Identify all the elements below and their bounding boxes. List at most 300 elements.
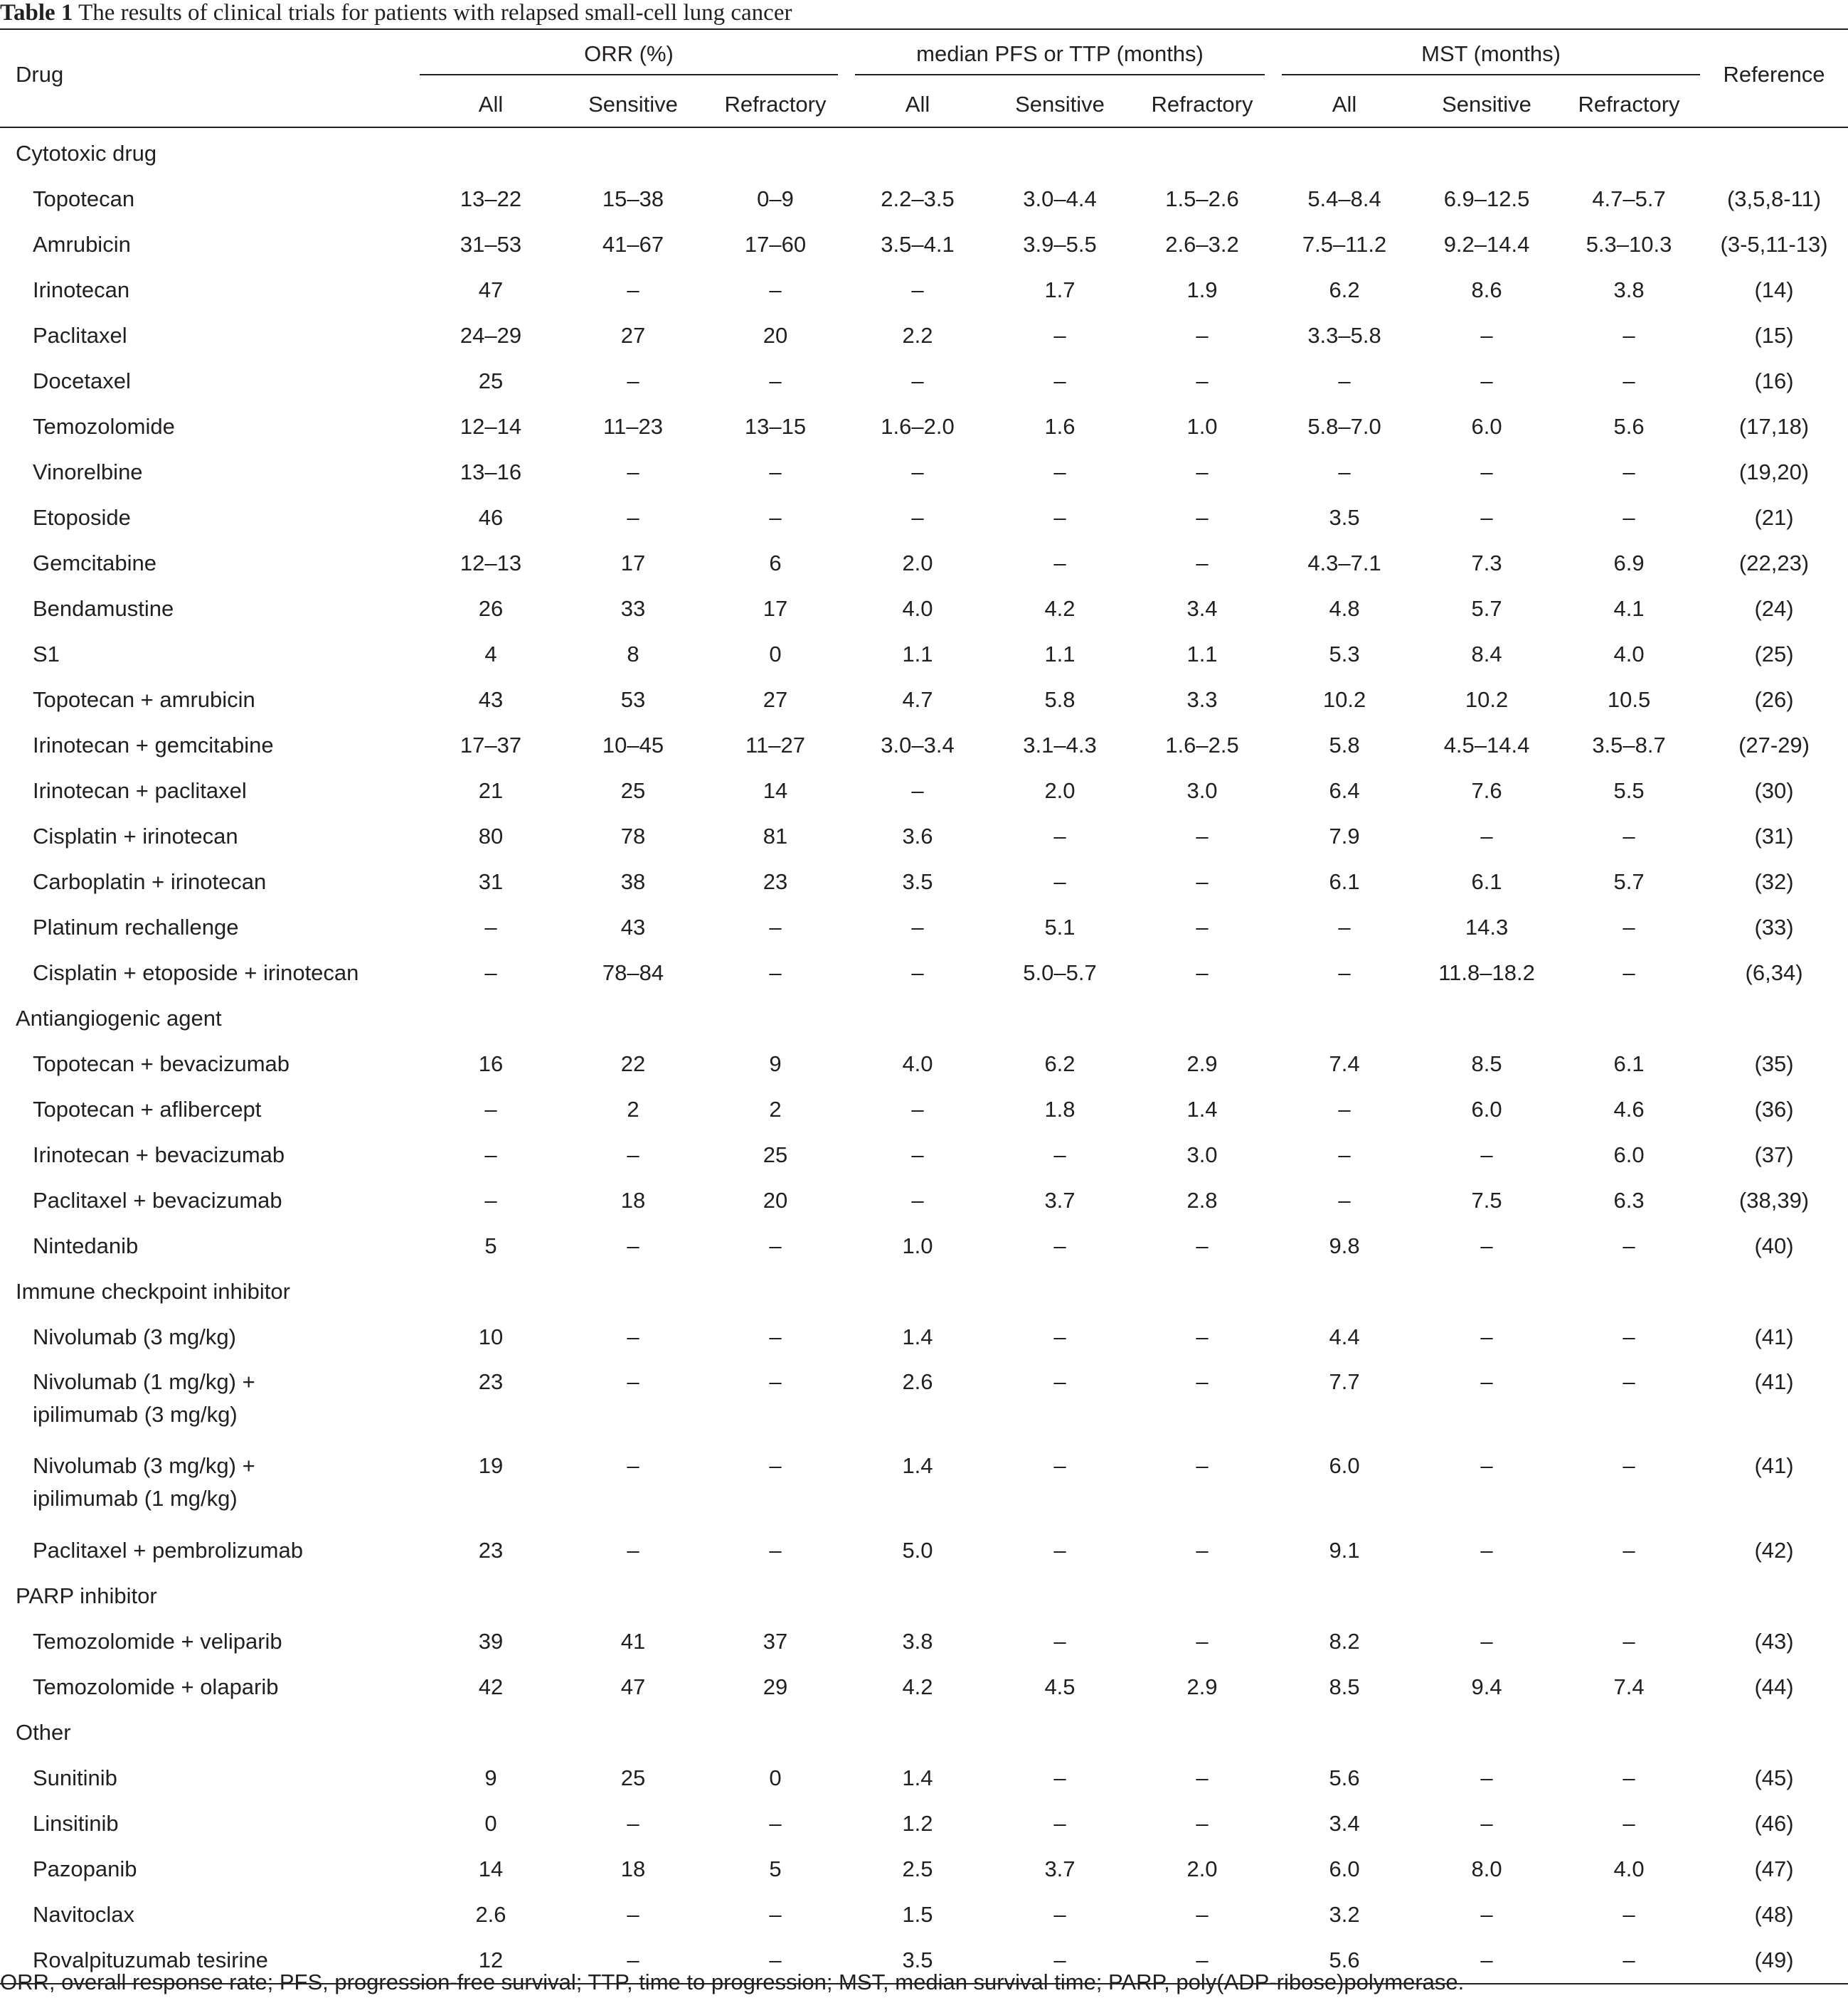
cell-pfs-refractory: 2.8	[1186, 1188, 1218, 1213]
cell-pfs-all: 1.2	[902, 1811, 933, 1836]
cell-pfs-all: 3.6	[902, 824, 933, 849]
cell-mst-all: 3.4	[1329, 1811, 1360, 1836]
cell-mst-refractory: –	[1623, 1453, 1635, 1478]
cell-mst-all: –	[1338, 1142, 1351, 1167]
cell-pfs-all: 2.5	[902, 1856, 933, 1881]
cell-orr-sensitive: 41–67	[602, 232, 664, 257]
drug-name-line: Pazopanib	[33, 1856, 137, 1881]
cell-orr-all: 43	[478, 687, 504, 712]
cell-mst-all: –	[1338, 1188, 1351, 1213]
cell-pfs-sensitive: –	[1053, 323, 1066, 348]
cell-mst-refractory: 5.7	[1613, 869, 1645, 894]
cell-orr-refractory: –	[769, 505, 782, 530]
cell-pfs-sensitive: –	[1053, 1324, 1066, 1349]
cell-reference: (33)	[1754, 915, 1794, 940]
cell-pfs-sensitive: 4.5	[1044, 1674, 1076, 1699]
cell-orr-refractory: 6	[769, 551, 782, 575]
drug-name	[0, 768, 420, 814]
cell-mst-all: –	[1338, 459, 1351, 484]
cell-mst-refractory: 6.0	[1613, 1142, 1645, 1167]
cell-pfs-all: 1.4	[902, 1765, 933, 1790]
cell-mst-refractory: –	[1623, 1629, 1635, 1654]
header-pfs-refractory: Refractory	[1131, 83, 1273, 127]
header-group-orr-label: ORR (%)	[420, 41, 838, 75]
drug-name-line: Topotecan + amrubicin	[33, 687, 255, 712]
cell-reference: (26)	[1754, 687, 1794, 712]
cell-pfs-all: 2.2–3.5	[881, 186, 955, 211]
cell-mst-refractory: –	[1623, 1369, 1635, 1394]
cell-orr-all: 23	[478, 1538, 504, 1563]
table-row	[0, 1801, 1848, 1846]
cell-reference: (36)	[1754, 1097, 1794, 1122]
cell-mst-refractory: –	[1623, 323, 1635, 348]
cell-orr-refractory: –	[769, 915, 782, 940]
cell-mst-all: –	[1338, 915, 1351, 940]
cell-pfs-sensitive: –	[1053, 505, 1066, 530]
table-row	[0, 313, 1848, 358]
cell-mst-sensitive: 7.3	[1471, 551, 1502, 575]
cell-pfs-sensitive: 3.0–4.4	[1023, 186, 1097, 211]
drug-name-line: Bendamustine	[33, 596, 174, 621]
table-row	[0, 1664, 1848, 1710]
cell-pfs-refractory: 2.9	[1186, 1051, 1218, 1076]
cell-orr-all: 2.6	[475, 1902, 506, 1927]
section-title: Other	[16, 1720, 71, 1745]
cell-mst-all: 5.8–7.0	[1307, 414, 1381, 439]
drug-name-line: S1	[33, 642, 60, 666]
drug-name	[0, 1528, 420, 1573]
table-row	[0, 1087, 1848, 1132]
cell-pfs-sensitive: 3.7	[1044, 1188, 1076, 1213]
cell-mst-all: 8.5	[1329, 1674, 1360, 1699]
cell-pfs-refractory: –	[1196, 505, 1209, 530]
cell-reference: (35)	[1754, 1051, 1794, 1076]
cell-orr-refractory: 0–9	[757, 186, 794, 211]
cell-orr-all: 14	[478, 1856, 504, 1881]
table-row	[0, 859, 1848, 905]
cell-pfs-all: 4.7	[902, 687, 933, 712]
cell-orr-sensitive: –	[562, 1938, 704, 1984]
cell-mst-sensitive: –	[1480, 824, 1493, 849]
cell-pfs-refractory: 2.6–3.2	[1165, 232, 1239, 257]
drug-name-line: Platinum rechallenge	[33, 915, 239, 940]
cell-pfs-sensitive: –	[1053, 1765, 1066, 1790]
cell-orr-refractory: 17–60	[744, 232, 807, 257]
cell-pfs-all: 1.0	[902, 1233, 933, 1258]
cell-pfs-all: –	[911, 505, 924, 530]
cell-mst-all: 5.4–8.4	[1307, 186, 1381, 211]
header-pfs-all: All	[846, 83, 989, 127]
table-row	[0, 1132, 1848, 1178]
cell-pfs-all: 3.5	[902, 869, 933, 894]
cell-mst-all: 5.6	[1273, 1938, 1416, 1984]
cell-mst-refractory: –	[1623, 915, 1635, 940]
drug-name	[0, 176, 420, 222]
cell-orr-all: 23	[478, 1369, 504, 1394]
drug-name	[0, 814, 420, 859]
cell-mst-all: 7.4	[1329, 1051, 1360, 1076]
drug-name-line: Irinotecan + bevacizumab	[33, 1142, 285, 1167]
cell-mst-all: –	[1338, 960, 1351, 985]
cell-pfs-all: 4.2	[902, 1674, 933, 1699]
cell-reference: (38,39)	[1738, 1188, 1810, 1213]
cell-pfs-refractory: –	[1196, 1765, 1209, 1790]
cell-orr-all: 47	[478, 277, 504, 302]
cell-orr-sensitive: 2	[627, 1097, 639, 1122]
cell-orr-all: 12–13	[460, 551, 522, 575]
cell-orr-refractory: 25	[763, 1142, 788, 1167]
cell-mst-refractory: 3.8	[1613, 277, 1645, 302]
section-title: Antiangiogenic agent	[16, 1006, 222, 1031]
cell-reference: (46)	[1754, 1811, 1794, 1836]
cell-orr-refractory: 9	[769, 1051, 782, 1076]
cell-mst-refractory: 3.5–8.7	[1592, 733, 1666, 758]
drug-name-line: Sunitinib	[33, 1765, 117, 1790]
cell-orr-refractory: –	[769, 1324, 782, 1349]
cell-mst-sensitive: –	[1480, 1765, 1493, 1790]
drug-name-line: Etoposide	[33, 505, 131, 530]
cell-pfs-all: –	[911, 778, 924, 803]
drug-name	[0, 1087, 420, 1132]
cell-mst-refractory: 6.9	[1613, 551, 1645, 575]
drug-name-line: Paclitaxel + pembrolizumab	[33, 1538, 303, 1563]
cell-pfs-all: 3.8	[902, 1629, 933, 1654]
cell-mst-sensitive: –	[1480, 1538, 1493, 1563]
cell-pfs-refractory: –	[1196, 869, 1209, 894]
cell-pfs-sensitive: –	[1053, 1538, 1066, 1563]
cell-mst-sensitive: –	[1480, 1902, 1493, 1927]
cell-orr-refractory: –	[769, 960, 782, 985]
cell-mst-all: 7.9	[1329, 824, 1360, 849]
cell-pfs-all: 1.4	[902, 1324, 933, 1349]
cell-pfs-refractory: –	[1196, 368, 1209, 393]
header-orr-refractory: Refractory	[704, 83, 846, 127]
cell-reference: (44)	[1754, 1674, 1794, 1699]
table-row	[0, 1619, 1848, 1664]
cell-orr-all: –	[484, 915, 497, 940]
drug-name	[0, 1801, 420, 1846]
cell-pfs-sensitive: 3.9–5.5	[1023, 232, 1097, 257]
cell-mst-sensitive: 7.5	[1471, 1188, 1502, 1213]
cell-mst-all: 4.3–7.1	[1307, 551, 1381, 575]
cell-mst-sensitive: –	[1416, 1938, 1558, 1984]
drug-name	[0, 1619, 420, 1664]
cell-reference: (42)	[1754, 1538, 1794, 1563]
cell-orr-all: –	[484, 1188, 497, 1213]
table-header	[0, 29, 1848, 127]
drug-name-line: ipilimumab (1 mg/kg)	[33, 1486, 238, 1511]
drug-name	[0, 905, 420, 950]
cell-mst-sensitive: 5.7	[1471, 596, 1502, 621]
drug-name-line: Docetaxel	[33, 368, 131, 393]
cell-pfs-all: –	[911, 277, 924, 302]
section-row	[0, 996, 1848, 1041]
cell-pfs-refractory: 3.3	[1186, 687, 1218, 712]
table-row	[0, 723, 1848, 768]
cell-orr-all: 31	[478, 869, 504, 894]
cell-orr-all: –	[484, 960, 497, 985]
cell-reference: (37)	[1754, 1142, 1794, 1167]
cell-reference: (16)	[1754, 368, 1794, 393]
table-body	[0, 127, 1848, 1984]
cell-orr-refractory: 29	[763, 1674, 788, 1699]
cell-orr-refractory: 81	[763, 824, 788, 849]
cell-mst-sensitive: 6.1	[1471, 869, 1502, 894]
cell-pfs-all: –	[911, 915, 924, 940]
cell-mst-refractory: –	[1623, 459, 1635, 484]
cell-orr-refractory: 14	[763, 778, 788, 803]
drug-name-line: Rovalpituzumab tesirine	[33, 1947, 268, 1972]
drug-name-line: Nivolumab (1 mg/kg) +	[33, 1369, 255, 1394]
header-mst-refractory: Refractory	[1558, 83, 1700, 127]
drug-name-line: Linsitinib	[33, 1811, 119, 1836]
cell-mst-sensitive: –	[1480, 368, 1493, 393]
section-row	[0, 127, 1848, 176]
cell-orr-sensitive: 18	[620, 1856, 646, 1881]
cell-mst-sensitive: 4.5–14.4	[1443, 733, 1530, 758]
cell-mst-sensitive: –	[1480, 505, 1493, 530]
drug-name	[0, 222, 420, 267]
cell-reference: (24)	[1754, 596, 1794, 621]
cell-orr-all: 26	[478, 596, 504, 621]
cell-orr-sensitive: –	[627, 277, 639, 302]
cell-mst-refractory: 5.3–10.3	[1586, 232, 1672, 257]
drug-name-line: Paclitaxel	[33, 323, 127, 348]
cell-orr-all: 80	[478, 824, 504, 849]
cell-orr-sensitive: –	[627, 505, 639, 530]
cell-orr-refractory: –	[769, 277, 782, 302]
cell-orr-sensitive: 53	[620, 687, 646, 712]
cell-mst-sensitive: 8.6	[1471, 277, 1502, 302]
cell-mst-refractory: –	[1623, 1233, 1635, 1258]
drug-name-line: Temozolomide + veliparib	[33, 1629, 282, 1654]
cell-mst-all: 6.1	[1329, 869, 1360, 894]
cell-mst-refractory: –	[1623, 368, 1635, 393]
cell-mst-sensitive: 8.0	[1471, 1856, 1502, 1881]
cell-orr-all: 13–16	[460, 459, 522, 484]
cell-orr-sensitive: 41	[620, 1629, 646, 1654]
cell-reference: (3-5,11-13)	[1720, 232, 1828, 257]
cell-pfs-all: 1.5	[902, 1902, 933, 1927]
cell-pfs-sensitive: 1.7	[1044, 277, 1076, 302]
cell-mst-all: 3.2	[1329, 1902, 1360, 1927]
cell-reference: (14)	[1754, 277, 1794, 302]
cell-mst-all: –	[1338, 368, 1351, 393]
table-row	[0, 450, 1848, 495]
cell-mst-refractory: –	[1623, 1538, 1635, 1563]
table-row	[0, 176, 1848, 222]
table-row	[0, 1846, 1848, 1892]
drug-name	[0, 723, 420, 768]
cell-mst-refractory: –	[1623, 1324, 1635, 1349]
cell-mst-all: 8.2	[1329, 1629, 1360, 1654]
cell-orr-sensitive: 15–38	[602, 186, 664, 211]
cell-mst-all: 9.8	[1329, 1233, 1360, 1258]
section-title: Cytotoxic drug	[16, 141, 157, 166]
cell-orr-sensitive: –	[627, 459, 639, 484]
cell-orr-all: 17–37	[460, 733, 522, 758]
cell-pfs-refractory: –	[1196, 459, 1209, 484]
drug-name	[0, 859, 420, 905]
cell-pfs-all: 1.4	[902, 1453, 933, 1478]
cell-orr-all: –	[484, 1097, 497, 1122]
cell-orr-all: 16	[478, 1051, 504, 1076]
table-row	[0, 586, 1848, 632]
drug-name	[0, 1846, 420, 1892]
drug-name	[0, 404, 420, 450]
cell-pfs-refractory: –	[1196, 1369, 1209, 1394]
drug-name-line: ipilimumab (3 mg/kg)	[33, 1402, 238, 1427]
cell-pfs-all: 2.0	[902, 551, 933, 575]
cell-orr-all: 42	[478, 1674, 504, 1699]
drug-name-line: Cisplatin + irinotecan	[33, 824, 238, 849]
cell-orr-refractory: –	[769, 1902, 782, 1927]
cell-mst-all: –	[1338, 1097, 1351, 1122]
cell-mst-all: 6.0	[1329, 1453, 1360, 1478]
cell-orr-refractory: –	[769, 1538, 782, 1563]
cell-pfs-sensitive: –	[1053, 869, 1066, 894]
cell-mst-refractory: –	[1623, 960, 1635, 985]
cell-orr-refractory: 13–15	[744, 414, 807, 439]
cell-orr-all: 46	[478, 505, 504, 530]
drug-name	[0, 1360, 420, 1444]
cell-orr-sensitive: 25	[620, 778, 646, 803]
cell-orr-all: 13–22	[460, 186, 522, 211]
cell-pfs-refractory: 1.1	[1186, 642, 1218, 666]
cell-reference: (48)	[1754, 1902, 1794, 1927]
cell-mst-all: 10.2	[1322, 687, 1366, 712]
cell-orr-refractory: 0	[769, 1765, 782, 1790]
table-title: The results of clinical trials for patients with relapsed small-cell lung cancer	[78, 0, 792, 26]
cell-pfs-sensitive: –	[1053, 1629, 1066, 1654]
cell-pfs-all: 5.0	[902, 1538, 933, 1563]
cell-orr-all: 4	[484, 642, 497, 666]
header-pfs-sensitive: Sensitive	[989, 83, 1131, 127]
cell-pfs-refractory: 3.0	[1186, 1142, 1218, 1167]
cell-pfs-refractory: 1.5–2.6	[1165, 186, 1239, 211]
cell-pfs-refractory: –	[1196, 1324, 1209, 1349]
cell-mst-refractory: 4.6	[1613, 1097, 1645, 1122]
cell-orr-all: 31–53	[460, 232, 522, 257]
table-row	[0, 1755, 1848, 1801]
cell-pfs-all: –	[911, 1188, 924, 1213]
cell-mst-refractory: –	[1623, 505, 1635, 530]
cell-mst-sensitive: 7.6	[1471, 778, 1502, 803]
cell-mst-refractory: 5.5	[1613, 778, 1645, 803]
cell-mst-sensitive: 6.0	[1471, 414, 1502, 439]
cell-orr-sensitive: 47	[620, 1674, 646, 1699]
cell-reference: (22,23)	[1738, 551, 1810, 575]
table-row	[0, 814, 1848, 859]
cell-mst-refractory: –	[1623, 1811, 1635, 1836]
cell-pfs-sensitive: –	[1053, 1233, 1066, 1258]
cell-mst-refractory: –	[1623, 1765, 1635, 1790]
section-title: Immune checkpoint inhibitor	[16, 1279, 290, 1304]
cell-reference: (43)	[1754, 1629, 1794, 1654]
cell-pfs-all: 4.0	[902, 1051, 933, 1076]
cell-pfs-all: 2.2	[902, 323, 933, 348]
cell-pfs-refractory: –	[1196, 1902, 1209, 1927]
cell-orr-sensitive: 8	[627, 642, 639, 666]
table-label: Table 1	[0, 0, 73, 26]
cell-pfs-refractory: 2.9	[1186, 1674, 1218, 1699]
table-row	[0, 905, 1848, 950]
drug-name	[0, 1444, 420, 1528]
cell-reference: (27-29)	[1738, 733, 1810, 758]
cell-mst-refractory: 7.4	[1613, 1674, 1645, 1699]
cell-mst-all: 6.2	[1329, 277, 1360, 302]
cell-mst-refractory: 10.5	[1607, 687, 1651, 712]
cell-orr-sensitive: 78–84	[602, 960, 664, 985]
cell-orr-refractory: 27	[763, 687, 788, 712]
cell-orr-refractory: –	[769, 459, 782, 484]
header-group-mst	[1273, 29, 1700, 83]
cell-orr-sensitive: –	[627, 1233, 639, 1258]
cell-mst-refractory: –	[1623, 824, 1635, 849]
cell-orr-all: 0	[484, 1811, 497, 1836]
cell-pfs-refractory: 1.4	[1186, 1097, 1218, 1122]
cell-mst-refractory: 6.3	[1613, 1188, 1645, 1213]
drug-name	[0, 495, 420, 541]
cell-pfs-refractory: –	[1196, 1233, 1209, 1258]
table-row	[0, 495, 1848, 541]
cell-pfs-sensitive: 1.8	[1044, 1097, 1076, 1122]
cell-mst-all: 4.4	[1329, 1324, 1360, 1349]
header-mst-all: All	[1273, 83, 1416, 127]
cell-mst-all: 3.3–5.8	[1307, 323, 1381, 348]
cell-orr-sensitive: –	[627, 1902, 639, 1927]
cell-pfs-refractory: 3.0	[1186, 778, 1218, 803]
cell-pfs-refractory: –	[1196, 323, 1209, 348]
cell-orr-refractory: –	[769, 368, 782, 393]
cell-mst-sensitive: 10.2	[1465, 687, 1509, 712]
section-row	[0, 1710, 1848, 1755]
cell-reference: (41)	[1754, 1324, 1794, 1349]
drug-name	[0, 541, 420, 586]
cell-pfs-all: 1.1	[902, 642, 933, 666]
cell-reference: (41)	[1754, 1369, 1794, 1394]
cell-orr-sensitive: 25	[620, 1765, 646, 1790]
cell-pfs-refractory: –	[1131, 1938, 1273, 1984]
cell-orr-refractory: 2	[769, 1097, 782, 1122]
drug-name-line: Gemcitabine	[33, 551, 157, 575]
cell-mst-all: 5.6	[1329, 1765, 1360, 1790]
cell-mst-refractory: 5.6	[1613, 414, 1645, 439]
table-row	[0, 1223, 1848, 1269]
cell-orr-sensitive: 78	[620, 824, 646, 849]
header-group-pfs-label: median PFS or TTP (months)	[855, 41, 1265, 75]
table-row	[0, 1360, 1848, 1444]
cell-pfs-all: 4.0	[902, 596, 933, 621]
cell-reference: (49)	[1700, 1938, 1848, 1984]
cell-orr-refractory: –	[704, 1938, 846, 1984]
cell-mst-refractory: 4.7–5.7	[1592, 186, 1666, 211]
drug-name-line: Nivolumab (3 mg/kg) +	[33, 1453, 255, 1478]
cell-mst-all: 9.1	[1329, 1538, 1360, 1563]
cell-orr-sensitive: –	[627, 1142, 639, 1167]
drug-name	[0, 1892, 420, 1938]
table-row	[0, 222, 1848, 267]
drug-name-line: Vinorelbine	[33, 459, 143, 484]
drug-name	[0, 358, 420, 404]
cell-reference: (17,18)	[1738, 414, 1810, 439]
header-group-orr	[420, 29, 846, 83]
cell-reference: (47)	[1754, 1856, 1794, 1881]
drug-name	[0, 267, 420, 313]
cell-pfs-sensitive: –	[1053, 1902, 1066, 1927]
table-row	[0, 1314, 1848, 1360]
cell-orr-refractory: 20	[763, 323, 788, 348]
